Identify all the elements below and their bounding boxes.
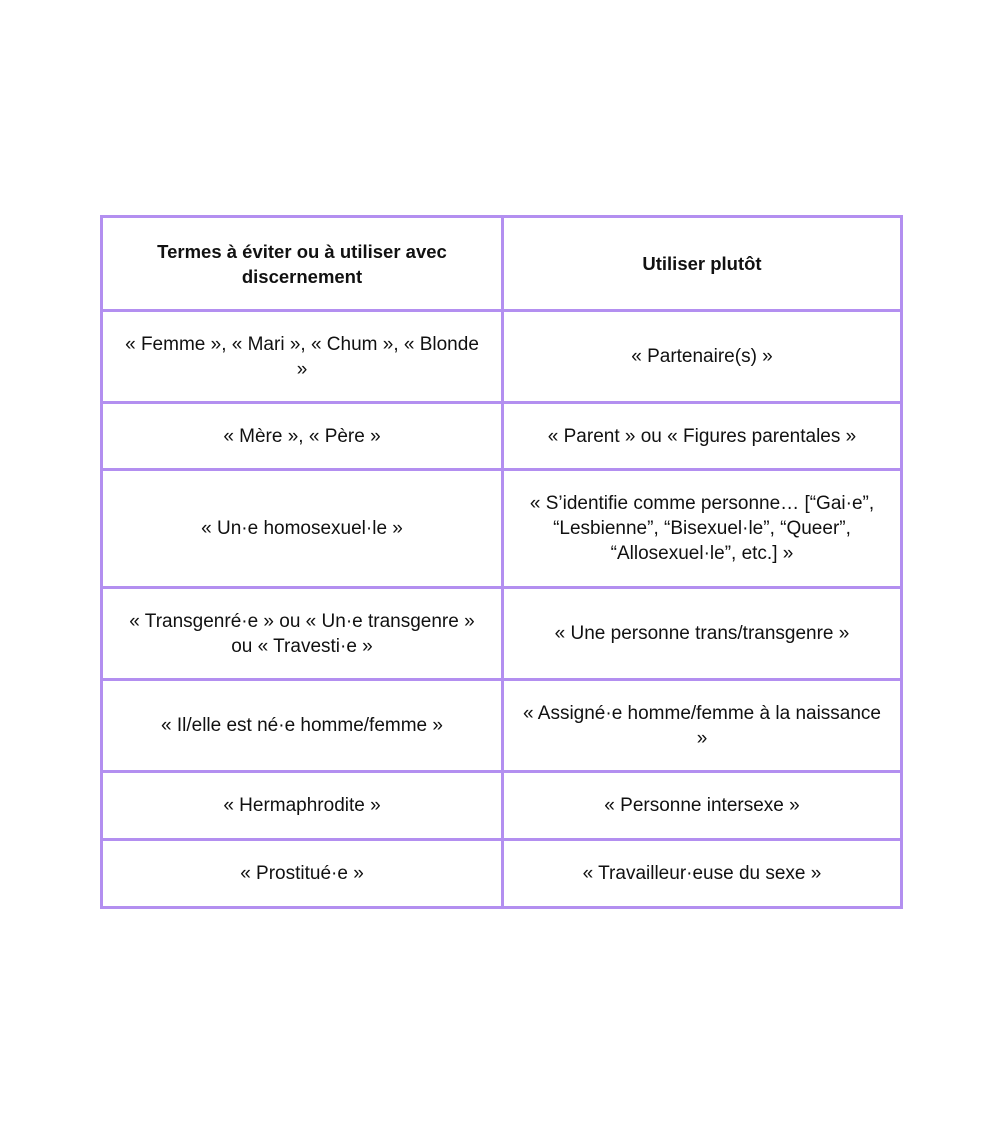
avoid-term-cell: « Prostitué·e » <box>102 840 503 908</box>
preferred-term-cell: « Travailleur·euse du sexe » <box>503 840 902 908</box>
table-row <box>102 772 902 840</box>
avoid-term-cell: « Transgenré·e » ou « Un·e transgenre » ou « Travesti·e » <box>102 588 503 680</box>
table-row <box>102 840 902 908</box>
table-header-row <box>102 217 902 311</box>
table-row <box>102 470 902 588</box>
table-row <box>102 680 902 772</box>
terminology-table <box>100 215 903 909</box>
header-use-instead: Utiliser plutôt <box>503 217 902 311</box>
preferred-term-cell: « Assigné·e homme/femme à la naissance » <box>503 680 902 772</box>
avoid-term-cell: « Femme », « Mari », « Chum », « Blonde » <box>102 311 503 403</box>
preferred-term-cell: « Partenaire(s) » <box>503 311 902 403</box>
preferred-term-cell: « Personne intersexe » <box>503 772 902 840</box>
preferred-term-cell: « S’identifie comme personne… [“Gai·e”, “Lesbienne”, “Bisexuel·le”, “Queer”, “Allosexuel·le”, etc.] » <box>503 470 902 588</box>
avoid-term-cell: « Mère », « Père » <box>102 403 503 470</box>
header-terms-to-avoid: Termes à éviter ou à utiliser avec discernement <box>102 217 503 311</box>
table-row <box>102 311 902 403</box>
table-row <box>102 588 902 680</box>
preferred-term-cell: « Parent » ou « Figures parentales » <box>503 403 902 470</box>
avoid-term-cell: « Il/elle est né·e homme/femme » <box>102 680 503 772</box>
avoid-term-cell: « Un·e homosexuel·le » <box>102 470 503 588</box>
avoid-term-cell: « Hermaphrodite » <box>102 772 503 840</box>
table-row <box>102 403 902 470</box>
preferred-term-cell: « Une personne trans/transgenre » <box>503 588 902 680</box>
